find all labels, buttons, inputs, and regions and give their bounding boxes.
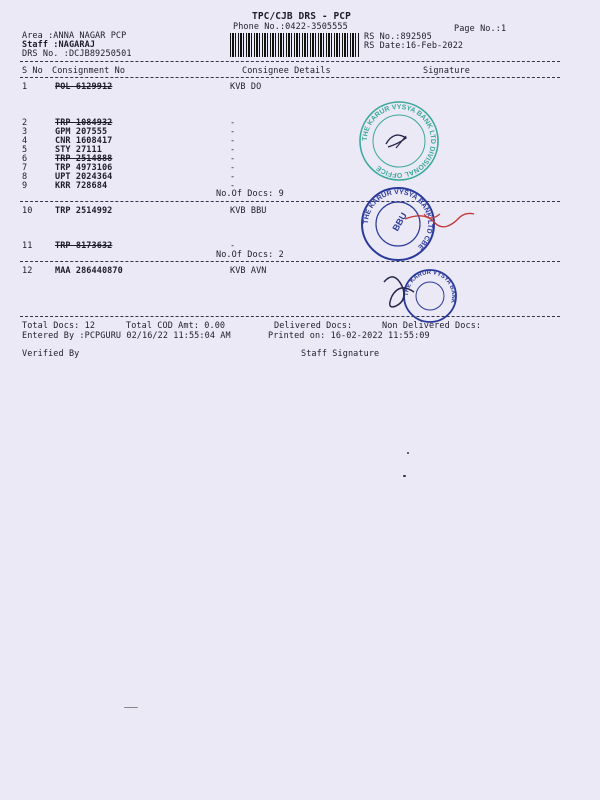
bank-stamp-divisional-office <box>358 100 440 182</box>
row-consignee: - <box>230 145 236 155</box>
row-consignee: KVB BBU <box>230 206 267 216</box>
drs-number: DRS No. :DCJB89250501 <box>22 49 132 59</box>
row-sno: 9 <box>22 181 28 191</box>
verified-by: Verified By <box>22 349 80 359</box>
divider <box>20 77 560 78</box>
row-sno: 8 <box>22 172 28 182</box>
row-consignment: GPM 207555 <box>55 127 108 137</box>
staff-signature: Staff Signature <box>301 349 380 359</box>
row-consignment: UPT 2024364 <box>55 172 113 182</box>
column-consignee: Consignee Details <box>242 66 331 76</box>
entered-by: Entered By :PCPGURU 02/16/22 11:55:04 AM <box>22 331 231 341</box>
row-sno: 7 <box>22 163 28 173</box>
rs-date: RS Date:16-Feb-2022 <box>364 41 464 51</box>
scan-speck <box>124 707 138 708</box>
page-number: Page No.:1 <box>454 24 507 34</box>
scan-speck <box>403 475 406 477</box>
row-sno: 6 <box>22 154 28 164</box>
column-sno: S No <box>22 66 43 76</box>
total-docs: Total Docs: 12 <box>22 321 96 331</box>
row-consignee: - <box>230 181 236 191</box>
stamp-center-text: BBU <box>390 210 409 233</box>
row-consignee: - <box>230 172 236 182</box>
rs-number: RS No.:892505 <box>364 32 432 42</box>
bank-stamp-bbu <box>360 184 480 264</box>
row-consignment: TRP 4973106 <box>55 163 113 173</box>
row-consignment: KRR 728684 <box>55 181 108 191</box>
row-consignment: TRP 8173632 <box>55 241 113 251</box>
document-title: TPC/CJB DRS - PCP <box>252 11 351 22</box>
row-sno: 5 <box>22 145 28 155</box>
column-signature: Signature <box>423 66 470 76</box>
delivered-docs: Delivered Docs: <box>274 321 353 331</box>
row-sno: 3 <box>22 127 28 137</box>
row-consignment: STY 27111 <box>55 145 102 155</box>
row-consignment: TRP 2514888 <box>55 154 113 164</box>
svg-text:THE KARUR VYSYA BANK <box>404 270 456 305</box>
docs-count: No.Of Docs: 9 <box>216 189 284 199</box>
row-sno: 1 <box>22 82 28 92</box>
row-consignee: - <box>230 154 236 164</box>
non-delivered-docs: Non Delivered Docs: <box>382 321 482 331</box>
row-sno: 11 <box>22 241 33 251</box>
row-sno: 4 <box>22 136 28 146</box>
total-cod: Total COD Amt: 0.00 <box>126 321 226 331</box>
row-consignee: KVB AVN <box>230 266 267 276</box>
row-consignee: - <box>230 118 236 128</box>
divider <box>20 316 560 317</box>
docs-count: No.Of Docs: 2 <box>216 250 284 260</box>
bank-stamp-avn <box>374 268 466 324</box>
row-consignee: KVB DO <box>230 82 262 92</box>
staff-name: Staff :NAGARAJ <box>22 40 96 50</box>
row-consignment: CNR 1608417 <box>55 136 113 146</box>
stamp-text: THE KARUR VYSYA BANK LTD CBE <box>362 188 434 251</box>
row-consignment: TRP 1084932 <box>55 118 113 128</box>
row-consignee: - <box>230 163 236 173</box>
barcode <box>230 33 360 57</box>
row-sno: 10 <box>22 206 33 216</box>
row-sno: 2 <box>22 118 28 128</box>
row-consignee: - <box>230 241 236 251</box>
area: Area :ANNA NAGAR PCP <box>22 31 127 41</box>
signature-scribble <box>405 213 474 226</box>
scan-speck <box>407 452 409 454</box>
row-consignee: - <box>230 127 236 137</box>
row-sno: 12 <box>22 266 33 276</box>
row-consignment: MAA 286440870 <box>55 266 123 276</box>
stamp-text: THE KARUR VYSYA BANK <box>403 269 457 304</box>
stamp-text: THE KARUR VYSYA BANK LTD DIVISIONAL OFFICE <box>361 103 437 179</box>
printed-on: Printed on: 16-02-2022 11:55:09 <box>268 331 430 341</box>
divider <box>20 61 560 62</box>
column-consignment: Consignment No <box>52 66 126 76</box>
row-consignment: TRP 2514992 <box>55 206 113 216</box>
phone-number: Phone No.:0422-3505555 <box>233 22 348 32</box>
row-consignee: - <box>230 136 236 146</box>
row-consignment: POL 6129912 <box>55 82 113 92</box>
